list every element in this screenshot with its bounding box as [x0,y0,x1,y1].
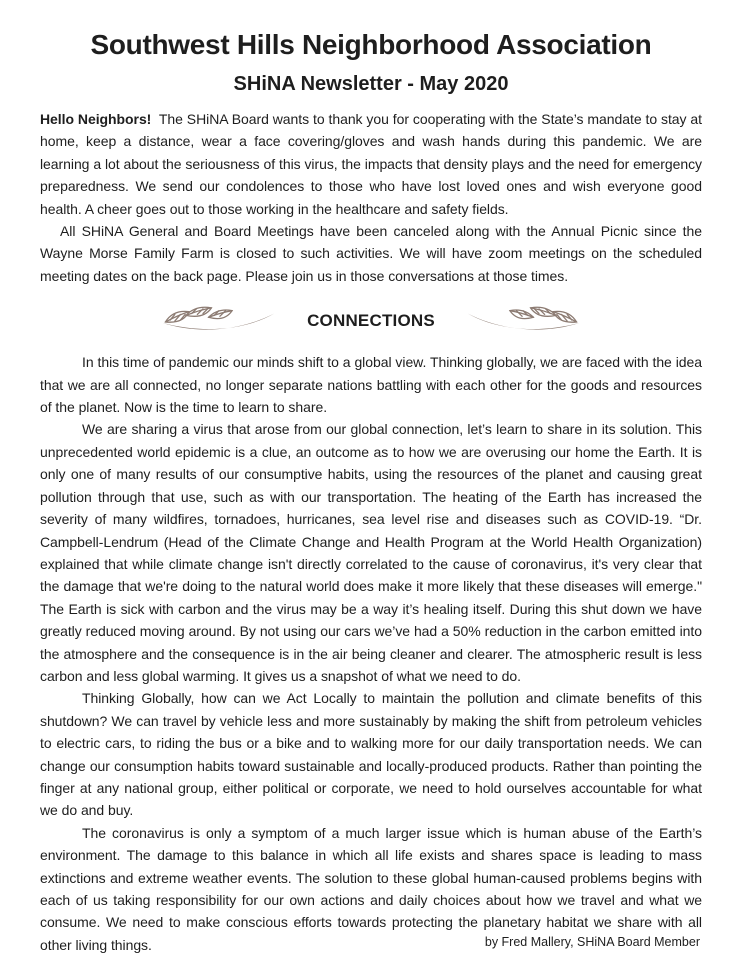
leaf-branch-icon [157,304,279,338]
section-title: CONNECTIONS [307,311,435,331]
newsletter-subtitle: SHiNA Newsletter - May 2020 [233,73,509,95]
page-title: Southwest Hills Neighborhood Association [90,29,652,60]
body-paragraph: Thinking Globally, how can we Act Locally to maintain the pollution and climate benefits of this shutdown? We can travel by vehicle less and more sustainably by making the shift from petroleum vehicles to electric cars, to riding the bus or a bike and to walking more for our daily transportation needs. We can change our consumption habits toward sustainable and locally-produced products. Rather than pointing the finger at any national group, either political or corporate, we need to hold ourselves accountable for what we do and buy. [40,690,702,819]
body-paragraph: We are sharing a virus that arose from our global connection, let’s learn to share in its solution. This unprecedented world epidemic is a clue, an outcome as to how we are overusing our home the Earth. It is only one of many results of our consumptive habits, using the resources of the planet and causing great pollution through that use, such as with our transportation. The heating of the Earth has increased the severity of many wildfires, tornadoes, hurricanes, sea level rise and diseases such as COVID-19. “Dr. Campbell-Lendrum (Head of the Climate Change and Health Program at the World Health Organization) explained that while climate change isn't directly correlated to the cause of coronavirus, it's very clear that the damage that we're doing to the natural world does make it more likely that these diseases will emerge." The Earth is sick with carbon and the virus may be a way it’s healing itself. During this shut down we have greatly reduced moving around. By not using our cars we’ve had a 50% reduction in the carbon emitted into the atmosphere and the consequence is in the air being cleaner and clearer. The atmospheric result is less carbon and less global warming. It gives us a snapshot of what we need to do. [40,421,702,684]
intro-greeting: Hello Neighbors! [40,111,152,127]
leaf-branch-icon [463,304,585,338]
intro-text: The SHiNA Board wants to thank you for cooperating with the State’s mandate to stay at home, keep a distance, wear a face covering/gloves and wash hands during this pandemic. We are learning a lot about the seriousness of this virus, the impacts that density plays and the need for emergency preparedness. We send our condolences to those who have lost loved ones and wish everyone good health. A cheer goes out to those working in the healthcare and safety fields. [40,111,702,217]
body-paragraph [40,822,702,956]
meetings-paragraph: All SHiNA General and Board Meetings have been canceled along with the Annual Picnic since the Wayne Morse Family Farm is closed to such activities. We will have zoom meetings on the scheduled meeting dates on the back page. Please join us in those conversations at those times. [40,223,702,284]
body-paragraph: In this time of pandemic our minds shift to a global view. Thinking globally, we are faced with the idea that we are all connected, no longer separate nations battling with each other for the goods and resources of the planet. Now is the time to learn to share. [40,354,702,416]
intro-paragraph [40,108,702,220]
connections-section-header [40,301,702,341]
paragraph-text: The coronavirus is only a symptom of a much larger issue which is human abuse of the Earth’s environment. The damage to this balance in which all life exists and shares space is leading to mass extinctions and extreme weather events. The solution to these global human-caused problems begins with each of us taking responsibility for our own actions and daily choices about how we travel and what we consume. We need to make conscious efforts towards protecting the planetary habitat we share with all other living things. [40,824,702,953]
byline: by Fred Mallery, SHiNA Board Member [484,934,700,949]
